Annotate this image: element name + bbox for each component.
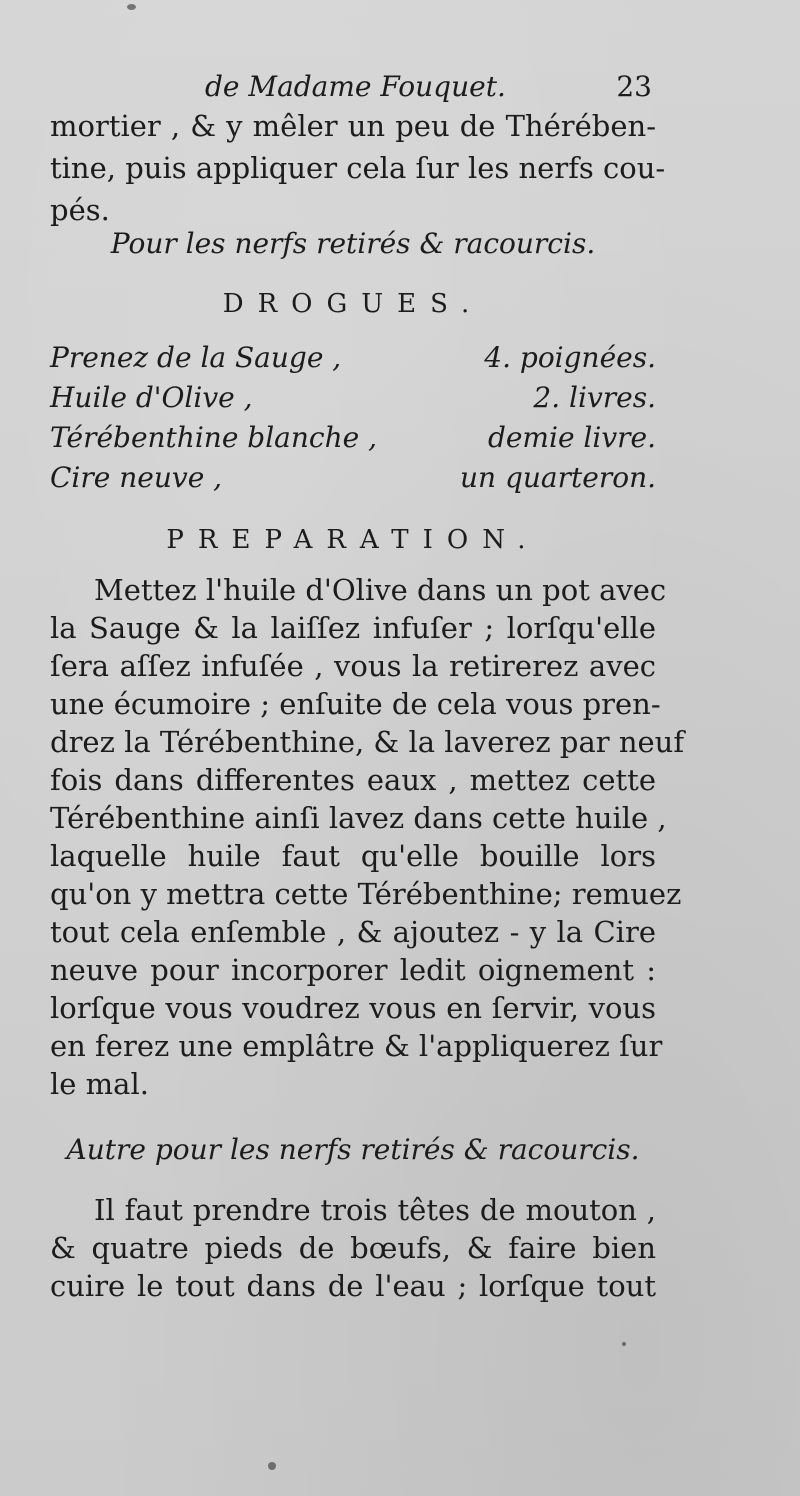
page-number: 23 [616, 70, 652, 103]
drug-row [50, 420, 656, 456]
drug-quantity: demie livre. [487, 421, 656, 454]
paper-speck [268, 1462, 276, 1470]
preparation-heading: PREPARATION. [166, 525, 540, 555]
text-line: tout cela enſemble , & ajoutez - y la Cire [50, 915, 656, 949]
drug-name: Térébenthine blanche , [50, 421, 377, 454]
drug-row [50, 380, 656, 416]
drug-row [50, 460, 656, 496]
text-line: la Sauge & la laiſſez infuſer ; lorſqu'elle [50, 611, 656, 645]
drug-name: Prenez de la Sauge , [50, 341, 342, 374]
page-header [50, 70, 656, 110]
text-line: neuve pour incorporer ledit oignement : [50, 953, 656, 987]
text-line: laquelle huile faut qu'elle bouille lors [50, 839, 656, 873]
text-line: fois dans differentes eaux , mettez cette [50, 763, 656, 797]
text-line: & quatre pieds de bœufs, & faire bien [50, 1231, 656, 1265]
text-line: tine, puis appliquer cela ſur les nerfs cou- [50, 151, 666, 185]
section-title: Autre pour les nerfs retirés & racourcis. [66, 1133, 640, 1166]
text-line: pés. [50, 193, 110, 227]
drug-quantity: 4. poignées. [484, 341, 656, 374]
drug-quantity: un quarteron. [460, 461, 656, 494]
section-title: Pour les nerfs retirés & racourcis. [110, 227, 596, 260]
text-line: drez la Térébenthine, & la laverez par neuf [50, 725, 685, 759]
text-line: mortier , & y mêler un peu de Thérében- [50, 109, 656, 143]
text-line: lorſque vous voudrez vous en ſervir, vous [50, 991, 656, 1025]
drug-name: Cire neuve , [50, 461, 223, 494]
running-head: de Madame Fouquet. [205, 70, 506, 103]
text-line: Mettez l'huile d'Olive dans un pot avec [94, 573, 667, 607]
paper-speck [622, 1342, 626, 1346]
text-line: une écumoire ; enſuite de cela vous pren- [50, 687, 661, 721]
drug-name: Huile d'Olive , [50, 381, 253, 414]
text-line: Térébenthine ainſi lavez dans cette huile , [50, 801, 667, 835]
text-line: ſera aſſez infuſée , vous la retirerez avec [50, 649, 656, 683]
drugs-heading: DROGUES. [222, 289, 484, 319]
text-line: le mal. [50, 1067, 149, 1101]
text-line: Il faut prendre trois têtes de mouton , [94, 1193, 656, 1227]
drug-row [50, 340, 656, 376]
text-line: en ferez une emplâtre & l'appliquerez ſur [50, 1029, 663, 1063]
drug-quantity: 2. livres. [533, 381, 656, 414]
text-line: cuire le tout dans de l'eau ; lorſque tout [50, 1269, 656, 1303]
text-line: qu'on y mettra cette Térébenthine; remuez [50, 877, 682, 911]
paper-speck [127, 4, 136, 10]
